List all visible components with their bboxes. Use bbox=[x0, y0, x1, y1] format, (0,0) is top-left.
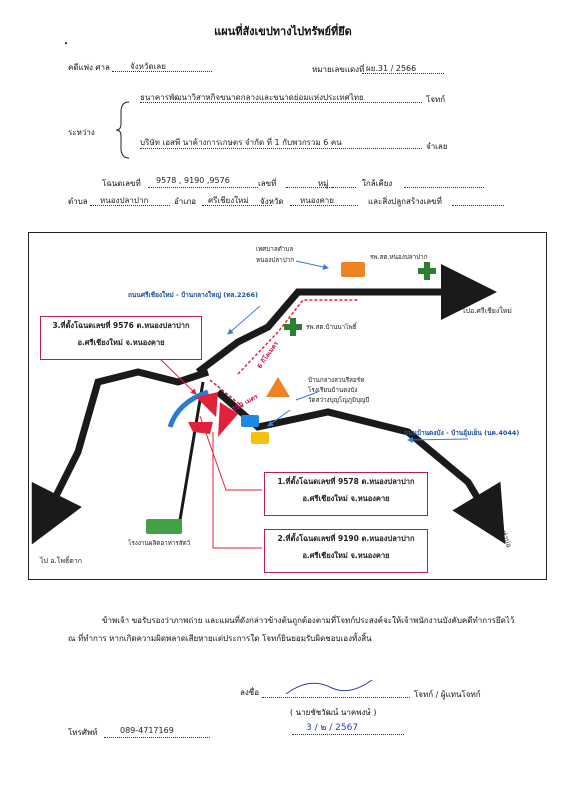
plot-box-1-line-1: 1.ที่ตั้งโฉนดเลขที่ 9578 ต.หนองปลาปาก bbox=[277, 477, 415, 486]
plot-box-1 bbox=[264, 472, 428, 516]
sign-label: ลงชื่อ bbox=[240, 688, 260, 697]
tambon-value: หนองปลาปาก bbox=[100, 196, 149, 205]
plot-box-2 bbox=[264, 529, 428, 573]
court-value: จังหวัดเลย bbox=[130, 62, 166, 71]
statement-line-2: ณ ที่ทำการ หากเกิดความผิดพลาดเสียหายแต่ประการใด โจทก์ยินยอมรับผิดชอบเองทั้งสิ้น bbox=[68, 634, 372, 643]
landmark-resort: บ้านกลางสวนรีสอร์ท bbox=[308, 377, 365, 384]
resort-icon bbox=[266, 377, 290, 397]
label-road-top: ถนนศรีเชียงใหม่ - บ้านกลางใหญ่ (ทล.2266) bbox=[128, 291, 259, 299]
date-value: 3 / ๒ / 2567 bbox=[306, 723, 359, 733]
defendant: บริษัท เอสพี นาค้างการเกษตร จำกัด ที่ 1 กับพวกรวม 6 คน bbox=[140, 138, 342, 147]
sign-role: โจทก์ / ผู้แทนโจทก์ bbox=[414, 690, 481, 699]
amphoe-value: ศรีเชียงใหม่ bbox=[208, 196, 249, 205]
label-to-sri-chiangmai: ไปอ.ศรีเชียงใหม่ bbox=[462, 307, 512, 315]
label-municipality: เทศบาลตำบล หนองปลาปาก bbox=[256, 246, 295, 264]
plot-box-1-line-2: อ.ศรีเชียงใหม่ จ.หนองคาย bbox=[302, 494, 390, 503]
phone-value: 089-4717169 bbox=[120, 726, 174, 735]
plot-box-3-line-1: 3.ที่ตั้งโฉนดเลขที่ 9576 ต.หนองปลาปาก bbox=[52, 321, 190, 330]
statement-line-1: ข้าพเจ้า ขอรับรองว่าภาพถ่าย และแผนที่ดังกล่าวข้างต้นถูกต้องตามที่โจทก์ประสงค์จะให้เจ้าพนักงานบังคับคดีทำการยึดไว้ bbox=[102, 616, 515, 625]
between-label: ระหว่าง bbox=[68, 128, 95, 137]
landmark-school: โรงเรียนบ้านดงบัง bbox=[308, 387, 358, 394]
label-road-right: ถนนบ้านดงบัง - บ้านอุ้มเย็น (นค.4044) bbox=[404, 429, 520, 437]
label-250m: 250 เมตร bbox=[230, 393, 260, 414]
signature bbox=[280, 672, 390, 702]
defendant-role: จำเลย bbox=[426, 142, 448, 151]
road-top bbox=[198, 292, 483, 372]
factory-icon bbox=[146, 519, 182, 534]
plot-box-2-line-1: 2.ที่ตั้งโฉนดเลขที่ 9190 ต.หนองปลาปาก bbox=[277, 534, 415, 543]
plot-box-3-line-2: อ.ศรีเชียงใหม่ จ.หนองคาย bbox=[77, 338, 165, 347]
building-label: และสิ่งปลูกสร้างเลขที่ bbox=[368, 197, 442, 206]
label-rph-bannapho: รพ.สต.บ้านนาโพธิ์ bbox=[306, 324, 357, 331]
brace bbox=[115, 100, 131, 160]
landmark-temple: วัดสว่างบุญโญภูมิบุญบี bbox=[308, 397, 370, 404]
plot-box-3 bbox=[40, 316, 202, 360]
label-rph-nongplapak: รพ.สต.หนองปลาปาก bbox=[370, 254, 428, 261]
tambon-label: ตำบล bbox=[68, 197, 88, 206]
plot-box-2-line-2: อ.ศรีเชียงใหม่ จ.หนองคาย bbox=[302, 551, 390, 560]
plaintiff: ธนาคารพัฒนาวิสาหกิจขนาดกลางและขนาดย่อมแห่งประเทศไทย bbox=[140, 93, 364, 102]
label-to-phochak: ไป อ.โพธิ์ตาก bbox=[40, 557, 82, 565]
label-factory: โรงงานผลิตอาหารสัตว์ bbox=[128, 540, 191, 547]
landmark-list bbox=[308, 376, 369, 406]
case-no-label: หมายเลขแดงที่ bbox=[312, 65, 365, 74]
province-value: หนองคาย bbox=[300, 196, 334, 205]
case-no-value: ผย.31 / 2566 bbox=[366, 64, 417, 73]
map-drawing bbox=[28, 232, 545, 578]
page-title: แผนที่สังเขปทางไปทรัพย์ที่ยึด bbox=[214, 25, 352, 38]
no-label: เลขที่ bbox=[258, 179, 277, 188]
plaintiff-role: โจทก์ bbox=[426, 95, 446, 104]
province-label: จังหวัด bbox=[260, 197, 284, 206]
deed-label: โฉนดเลขที่ bbox=[102, 179, 141, 188]
phone-label: โทรศัพท์ bbox=[68, 728, 98, 737]
municipal-office bbox=[341, 262, 365, 277]
label-to-thabo: ไป อ.ท่าบ่อ bbox=[493, 514, 513, 549]
near-label: ใกล้เคียง bbox=[362, 179, 393, 188]
mark: • bbox=[64, 40, 69, 48]
signer-name: ( นายชัชวัฒน์ นาคพงษ์ ) bbox=[290, 708, 377, 717]
school-icon bbox=[241, 415, 259, 427]
deed-value: 9578 , 9190 ,9576 bbox=[156, 176, 230, 185]
label-6km: 6 กิโลเมตร bbox=[256, 340, 280, 371]
case-label: คดีแพ่ง ศาล bbox=[68, 63, 110, 72]
temple-icon bbox=[251, 432, 269, 444]
amphoe-label: อำเภอ bbox=[174, 197, 197, 206]
hospital-cross-1 bbox=[418, 262, 436, 280]
plot-2 bbox=[188, 422, 213, 434]
moo-label: หมู่ bbox=[318, 179, 329, 188]
